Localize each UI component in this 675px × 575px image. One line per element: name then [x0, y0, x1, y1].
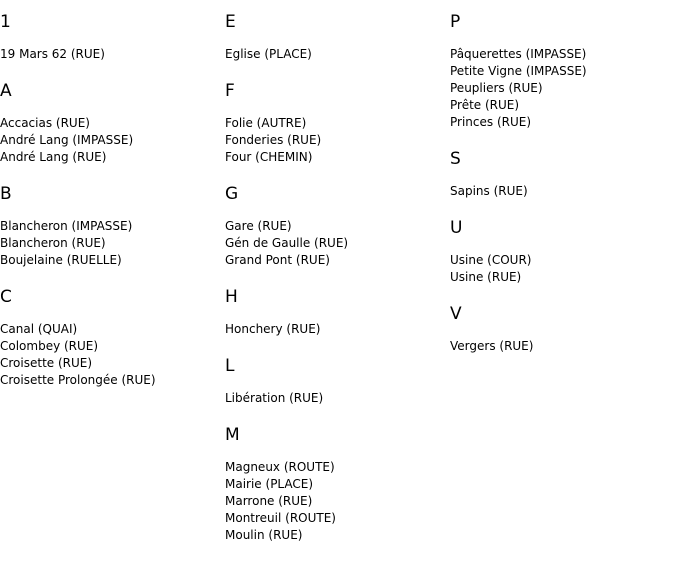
street-link[interactable]: Gare (RUE): [225, 219, 292, 233]
street-list: [225, 321, 450, 338]
group-letter: B: [0, 184, 12, 204]
letter-group-s: [450, 137, 675, 200]
street-link[interactable]: Blancheron (IMPASSE): [0, 219, 133, 233]
street-link[interactable]: Montreuil (ROUTE): [225, 511, 336, 525]
letter-group-v: [450, 292, 675, 355]
street-link[interactable]: André Lang (RUE): [0, 150, 107, 164]
street-link[interactable]: Croisette (RUE): [0, 356, 93, 370]
group-letter: A: [0, 81, 12, 101]
street-link[interactable]: Usine (COUR): [450, 253, 532, 267]
street-list: [450, 183, 675, 200]
street-link[interactable]: Four (CHEMIN): [225, 150, 313, 164]
group-letter: 1: [0, 12, 11, 32]
group-letter: P: [450, 12, 461, 32]
street-index-column-2: [225, 0, 450, 550]
street-index-column-3: [450, 0, 675, 361]
street-list: [450, 46, 675, 131]
street-link[interactable]: Marrone (RUE): [225, 494, 313, 508]
group-letter: V: [450, 304, 462, 324]
street-link[interactable]: Canal (QUAI): [0, 322, 78, 336]
group-letter: M: [225, 425, 240, 445]
street-link[interactable]: Petite Vigne (IMPASSE): [450, 64, 587, 78]
letter-group-h: [225, 275, 450, 338]
group-letter: H: [225, 287, 238, 307]
street-list: [0, 321, 225, 389]
group-letter: L: [225, 356, 235, 376]
letter-group-m: [225, 413, 450, 544]
street-link[interactable]: Eglise (PLACE): [225, 47, 312, 61]
letter-group-b: [0, 172, 225, 269]
street-index-column-1: [0, 0, 225, 395]
street-link[interactable]: Grand Pont (RUE): [225, 253, 330, 267]
street-link[interactable]: Gén de Gaulle (RUE): [225, 236, 349, 250]
group-letter: S: [450, 149, 461, 169]
street-list: [225, 46, 450, 63]
street-list: [225, 390, 450, 407]
street-list: [0, 218, 225, 269]
street-list: [225, 115, 450, 166]
letter-group-c: [0, 275, 225, 389]
street-link[interactable]: Croisette Prolongée (RUE): [0, 373, 156, 387]
street-link[interactable]: Fonderies (RUE): [225, 133, 322, 147]
street-list: [0, 115, 225, 166]
street-link[interactable]: Libération (RUE): [225, 391, 324, 405]
letter-group-g: [225, 172, 450, 269]
letter-group-a: [0, 69, 225, 166]
street-link[interactable]: Usine (RUE): [450, 270, 522, 284]
street-list: [225, 218, 450, 269]
street-list: [0, 46, 225, 63]
street-link[interactable]: André Lang (IMPASSE): [0, 133, 134, 147]
street-link[interactable]: Magneux (ROUTE): [225, 460, 335, 474]
street-list: [225, 459, 450, 544]
letter-group-l: [225, 344, 450, 407]
letter-group-f: [225, 69, 450, 166]
street-link[interactable]: Blancheron (RUE): [0, 236, 106, 250]
street-list: [450, 252, 675, 286]
group-letter: G: [225, 184, 239, 204]
street-link[interactable]: Boujelaine (RUELLE): [0, 253, 122, 267]
street-link[interactable]: Accacias (RUE): [0, 116, 90, 130]
street-link[interactable]: Pâquerettes (IMPASSE): [450, 47, 587, 61]
group-letter: F: [225, 81, 235, 101]
group-letter: U: [450, 218, 463, 238]
street-link[interactable]: 19 Mars 62 (RUE): [0, 47, 105, 61]
street-link[interactable]: Moulin (RUE): [225, 528, 303, 542]
letter-group-p: [450, 0, 675, 131]
letter-group-1: [0, 0, 225, 63]
street-link[interactable]: Vergers (RUE): [450, 339, 534, 353]
group-letter: C: [0, 287, 12, 307]
letter-group-e: [225, 0, 450, 63]
street-link[interactable]: Colombey (RUE): [0, 339, 99, 353]
street-link[interactable]: Honchery (RUE): [225, 322, 321, 336]
street-link[interactable]: Folie (AUTRE): [225, 116, 307, 130]
street-link[interactable]: Peupliers (RUE): [450, 81, 543, 95]
street-link[interactable]: Princes (RUE): [450, 115, 532, 129]
group-letter: E: [225, 12, 236, 32]
letter-group-u: [450, 206, 675, 286]
street-link[interactable]: Prête (RUE): [450, 98, 520, 112]
street-link[interactable]: Mairie (PLACE): [225, 477, 314, 491]
street-list: [450, 338, 675, 355]
street-link[interactable]: Sapins (RUE): [450, 184, 528, 198]
